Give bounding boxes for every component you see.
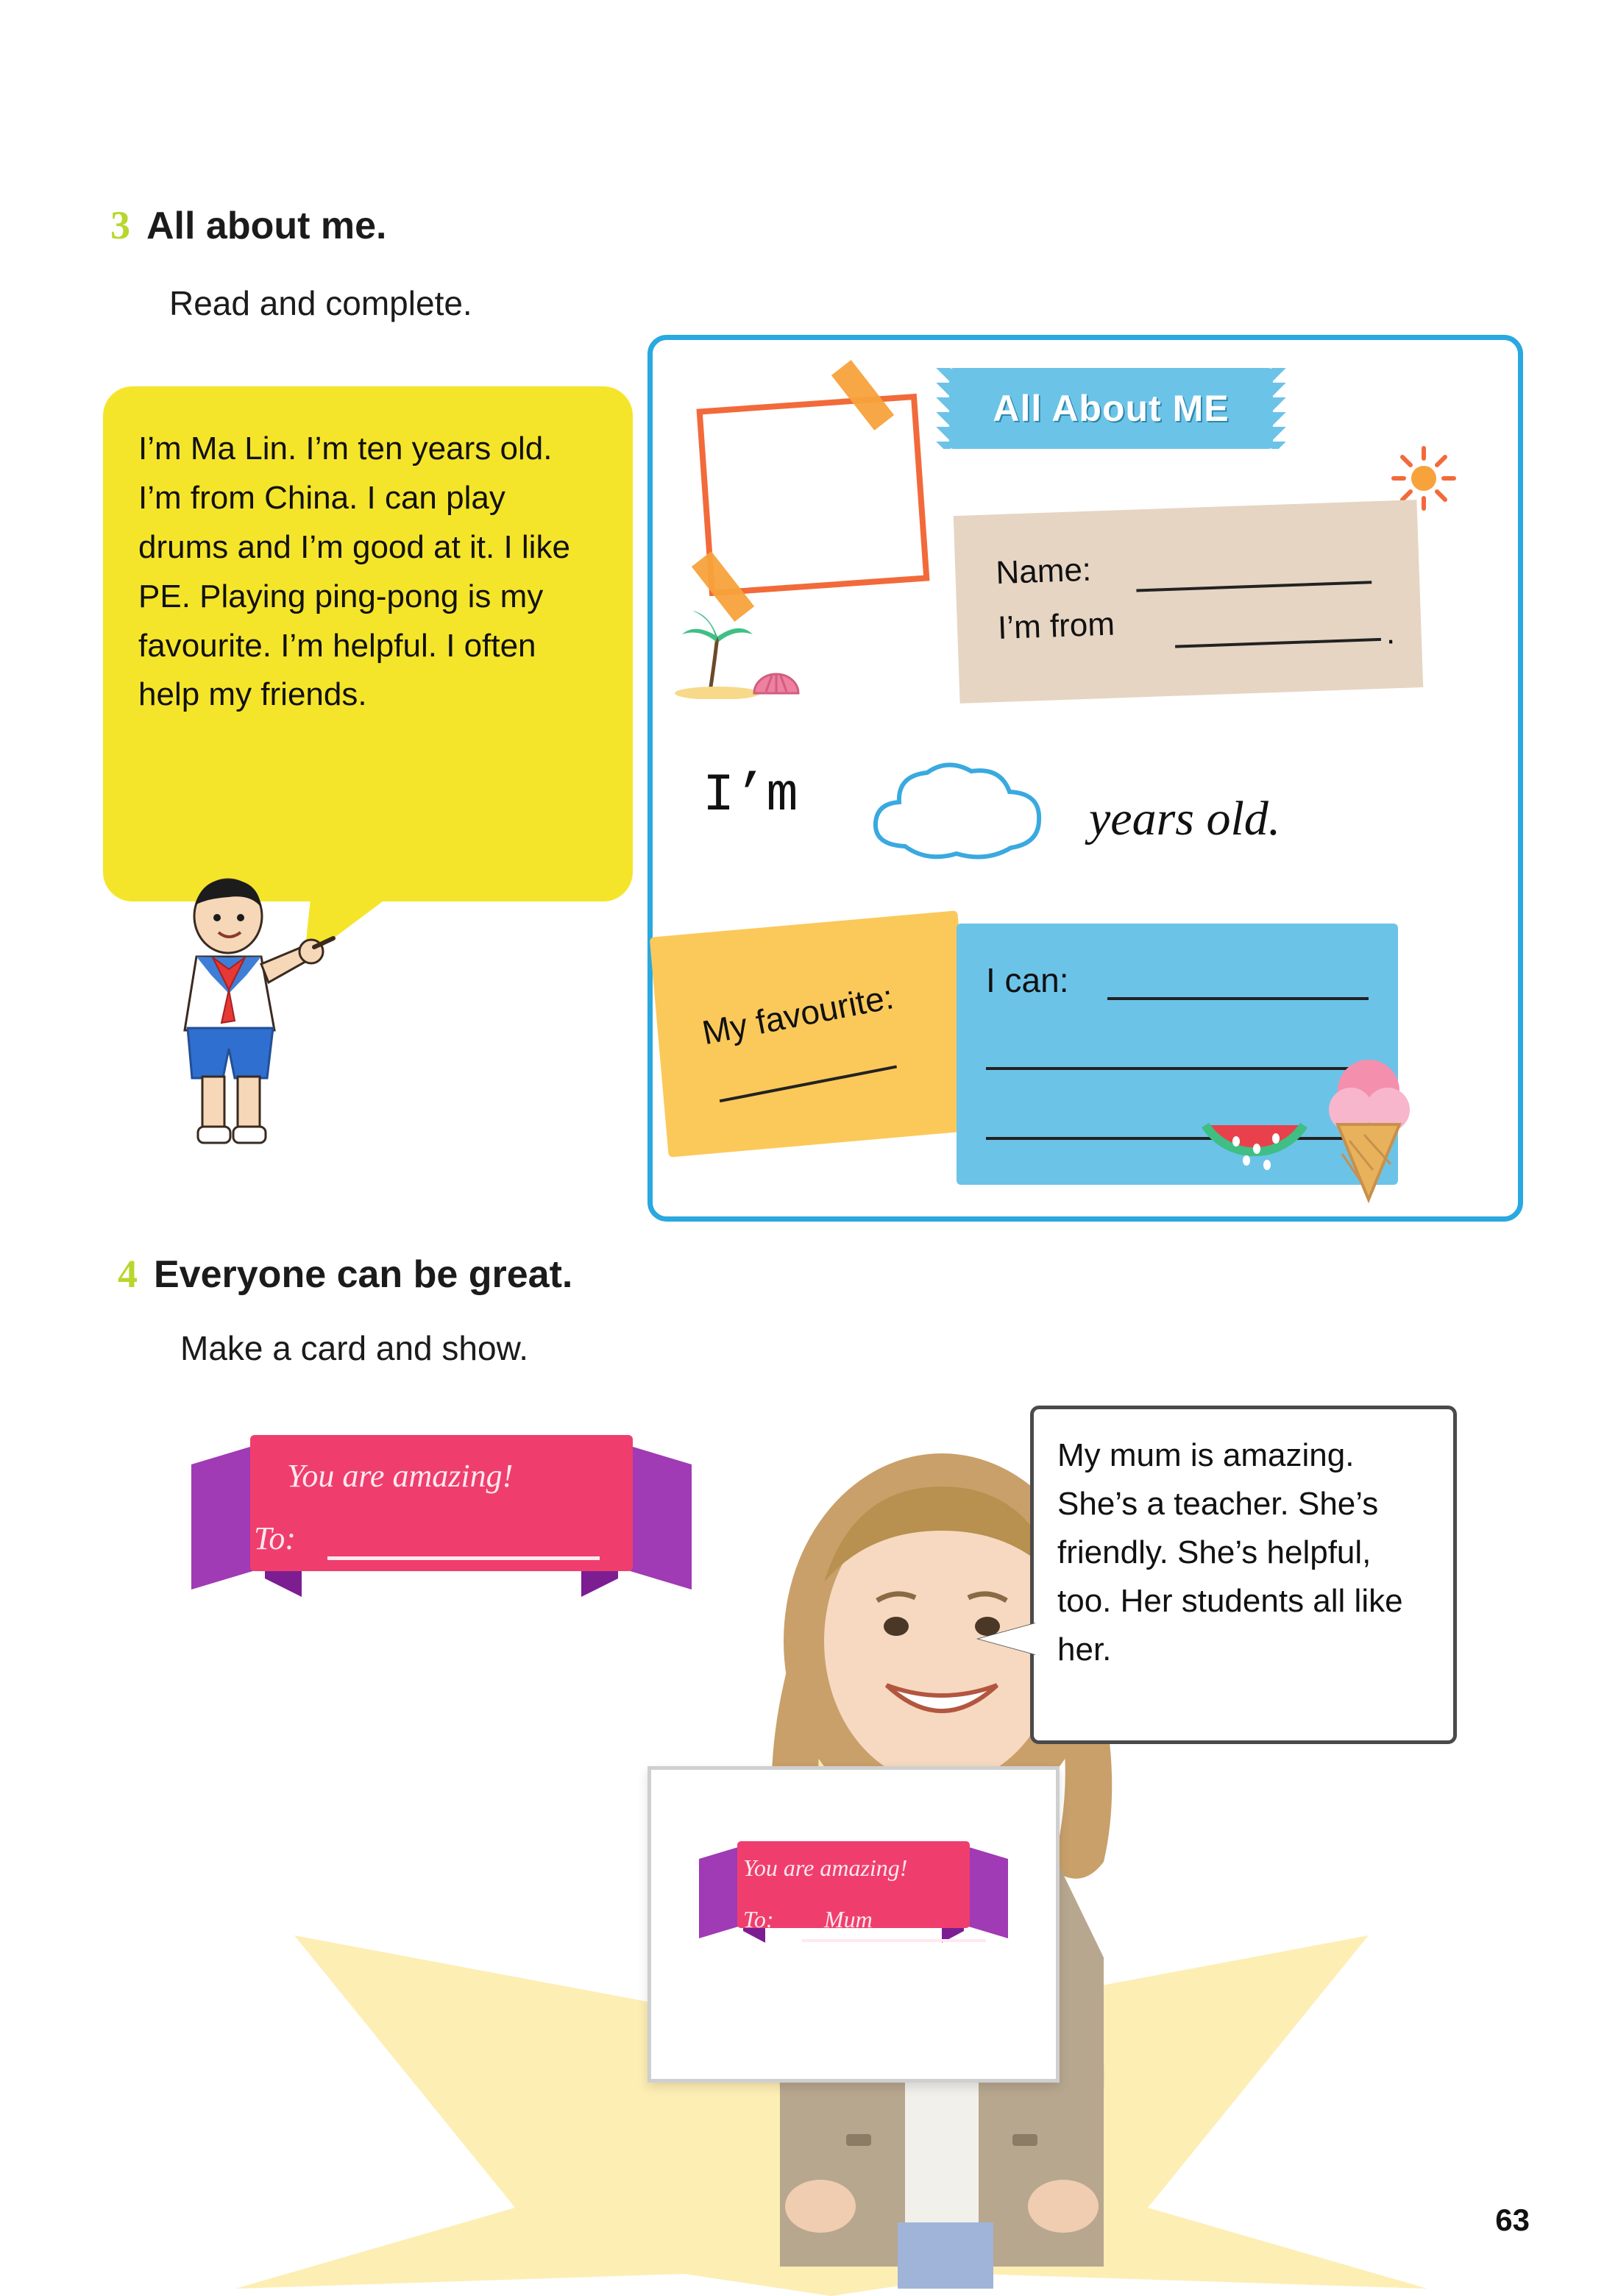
exercise-4-heading [118,1251,572,1297]
cloud-blank-age[interactable] [854,751,1074,876]
sign-headline: You are amazing! [743,1854,908,1881]
page-number: 63 [1495,2203,1530,2237]
sign-to-label: To: [743,1906,774,1932]
speech-box-text: My mum is amazing. She’s a teacher. She’s friendly. She’s helpful, too. Her students all like her. [1057,1437,1403,1668]
ice-cream-icon [1324,1052,1413,1207]
favourite-card [650,910,977,1157]
i-can-line-3[interactable] [986,1137,1369,1140]
i-can-line-2[interactable] [986,1067,1369,1070]
name-label: Name: [995,551,1092,592]
im-label: I’m [703,765,798,826]
sign-to-underline [802,1939,986,1942]
exercise-4-instruction: Make a card and show. [180,1329,529,1367]
banner-headline: You are amazing! [287,1458,514,1494]
speech-box-tail [979,1623,1037,1655]
banner-to-blank-line[interactable] [327,1556,600,1560]
exercise-3-number: 3 [110,203,130,247]
banner-to-label: To: [254,1520,297,1556]
exercise-3-title: All about me. [146,205,387,247]
i-can-line-1[interactable] [1107,997,1369,1000]
from-end-punct: . [1385,614,1396,651]
worksheet-banner [949,368,1273,449]
speech-bubble-ma-lin [103,386,633,901]
exercise-4-title: Everyone can be great. [154,1253,573,1296]
from-blank-line[interactable] [1175,638,1381,648]
speech-box-girl [1030,1406,1457,1744]
i-can-label: I can: [986,961,1069,999]
watermelon-icon [1199,1115,1310,1196]
favourite-blank-line[interactable] [720,1065,897,1102]
exercise-4-number: 4 [118,1252,138,1296]
exercise-3-heading [110,202,386,248]
worksheet-banner-text: All About ME [993,388,1230,429]
photo-frame [696,394,929,596]
boy-illustration [158,865,349,1159]
name-strip [954,500,1424,704]
sign-to-value: Mum [824,1906,873,1932]
favourite-label: My favourite: [699,977,897,1052]
name-blank-line[interactable] [1136,581,1372,592]
from-label: I’m from [997,606,1115,647]
exercise-3-instruction: Read and complete. [169,284,472,322]
palm-tree-shell-doodle [666,596,813,699]
speech-bubble-text: I’m Ma Lin. I’m ten years old. I’m from China. I can play drums and I’m good at it. I like PE. Playing ping-pong is my favourite. I’m helpful. I often help my friends. [138,431,570,713]
years-old-label: years old. [1089,792,1281,846]
